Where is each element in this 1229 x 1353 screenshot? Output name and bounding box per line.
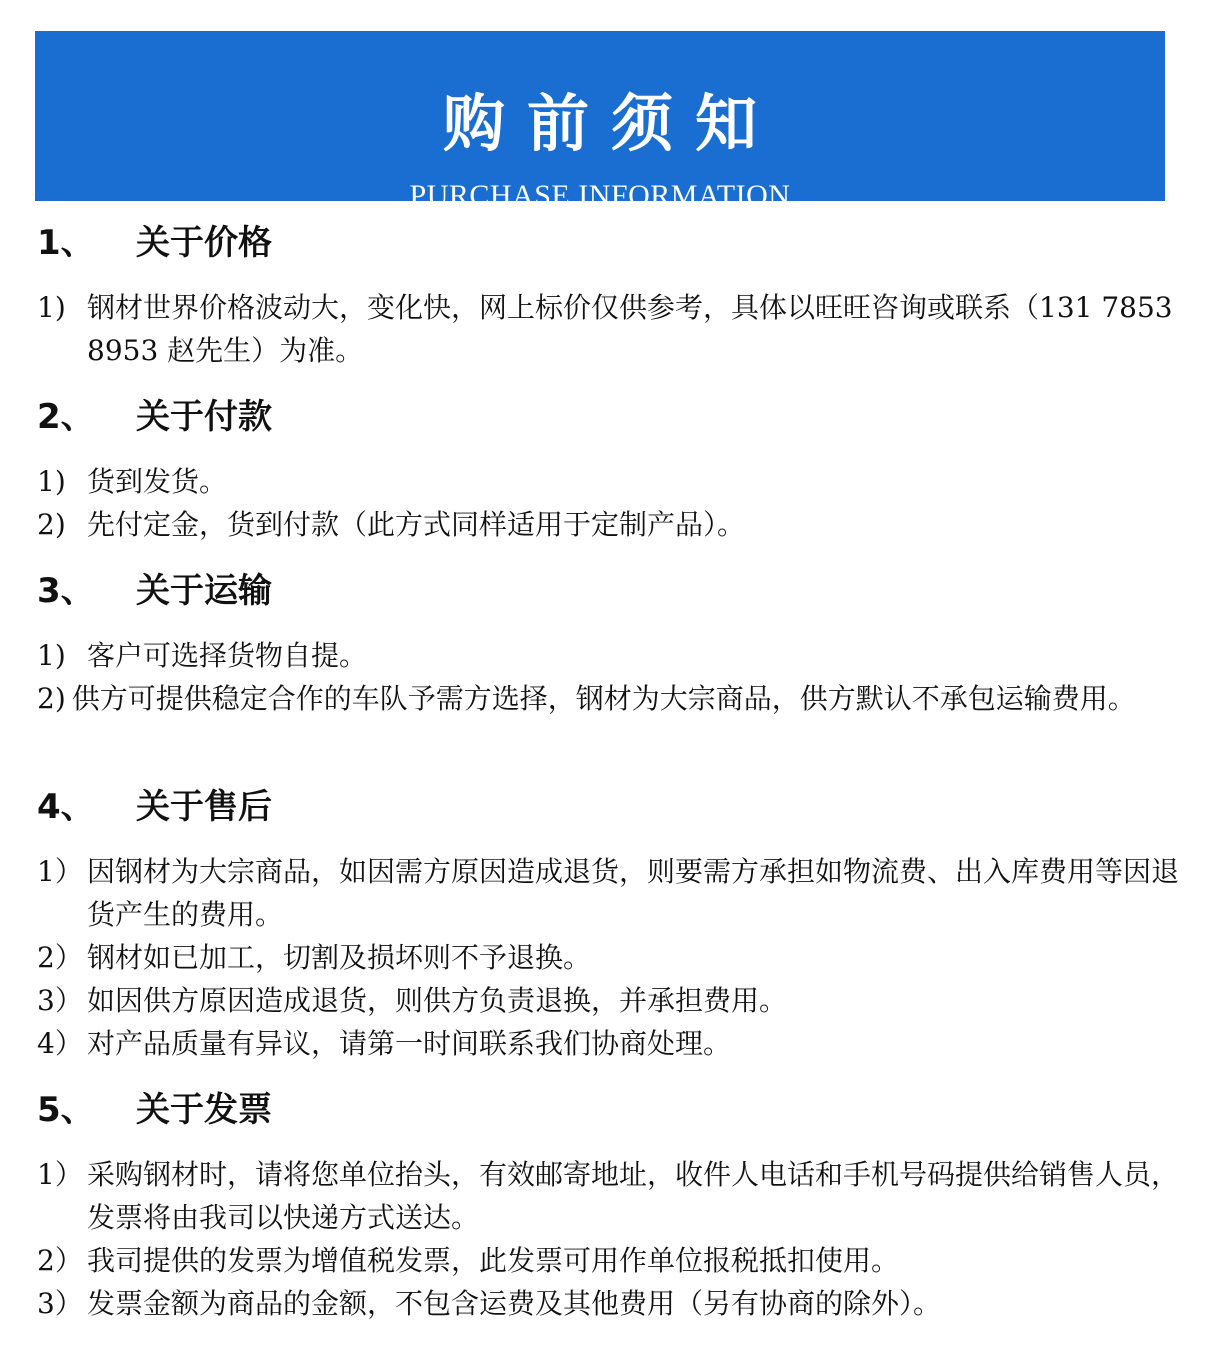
page-title: 购前须知 <box>442 87 779 160</box>
item-marker: 2) <box>37 508 66 541</box>
item-list <box>37 1153 1197 1325</box>
item-list <box>37 634 1197 720</box>
list-item <box>37 634 1197 677</box>
item-marker: 3） <box>37 984 83 1017</box>
item-text: 货到发货。 <box>87 465 228 498</box>
item-text: 客户可选择货物自提。 <box>87 639 368 672</box>
item-marker: 2) <box>37 682 66 715</box>
list-item <box>37 460 1197 503</box>
list-item <box>37 850 1197 936</box>
item-list <box>37 850 1197 1065</box>
section-price <box>37 218 1197 372</box>
section-heading <box>37 782 1197 832</box>
section-title: 关于售后 <box>136 787 272 827</box>
list-item <box>37 1022 1197 1065</box>
item-text: 钢材如已加工，切割及损坏则不予退换。 <box>87 941 592 974</box>
item-marker: 1) <box>37 291 66 324</box>
item-marker: 1） <box>37 855 83 888</box>
list-item <box>37 1239 1197 1282</box>
section-title: 关于价格 <box>136 223 272 263</box>
item-marker: 2） <box>37 941 83 974</box>
section-number: 5、 <box>37 1090 95 1130</box>
page-subtitle: PURCHASE INFORMATION <box>409 179 791 212</box>
section-heading <box>37 566 1197 616</box>
section-heading <box>37 218 1197 268</box>
header-banner <box>35 31 1165 212</box>
item-text: 钢材世界价格波动大，变化快，网上标价仅供参考，具体以旺旺咨询或联系（131 7853 8953 赵先生）为准。 <box>87 291 1173 367</box>
item-list <box>37 286 1197 372</box>
list-item <box>37 677 1197 720</box>
item-text: 先付定金，货到付款（此方式同样适用于定制产品）。 <box>87 508 746 541</box>
section-title: 关于付款 <box>136 397 272 437</box>
section-invoice <box>37 1085 1197 1325</box>
section-heading <box>37 392 1197 442</box>
item-text: 发票金额为商品的金额，不包含运费及其他费用（另有协商的除外）。 <box>87 1287 942 1320</box>
section-title: 关于运输 <box>136 571 272 611</box>
section-heading <box>37 1085 1197 1135</box>
list-item <box>37 936 1197 979</box>
item-marker: 4） <box>37 1027 83 1060</box>
section-transport <box>37 566 1197 720</box>
item-marker: 1） <box>37 1158 83 1191</box>
item-text: 对产品质量有异议，请第一时间联系我们协商处理。 <box>87 1027 732 1060</box>
item-marker: 2） <box>37 1244 83 1277</box>
section-payment <box>37 392 1197 546</box>
item-list <box>37 460 1197 546</box>
list-item <box>37 286 1187 372</box>
section-title: 关于发票 <box>136 1090 272 1130</box>
item-text: 如因供方原因造成退货，则供方负责退换，并承担费用。 <box>87 984 788 1017</box>
item-text: 我司提供的发票为增值税发票，此发票可用作单位报税抵扣使用。 <box>87 1244 900 1277</box>
section-number: 4、 <box>37 787 95 827</box>
list-item <box>37 1153 1197 1239</box>
section-after-sales <box>37 782 1197 1065</box>
item-text: 供方可提供稳定合作的车队予需方选择，钢材为大宗商品，供方默认不承包运输费用。 <box>71 682 1136 715</box>
item-text: 采购钢材时，请将您单位抬头，有效邮寄地址，收件人电话和手机号码提供给销售人员，发票将由我司以快递方式送达。 <box>87 1158 1180 1234</box>
list-item <box>37 979 1197 1022</box>
section-number: 2、 <box>37 397 95 437</box>
section-number: 1、 <box>37 223 95 263</box>
list-item <box>37 503 1197 546</box>
list-item <box>37 1282 1197 1325</box>
item-marker: 1) <box>37 639 66 672</box>
item-marker: 3） <box>37 1287 83 1320</box>
item-marker: 1) <box>37 465 66 498</box>
item-text: 因钢材为大宗商品，如因需方原因造成退货，则要需方承担如物流费、出入库费用等因退货产生的费用。 <box>87 855 1180 931</box>
section-number: 3、 <box>37 571 95 611</box>
